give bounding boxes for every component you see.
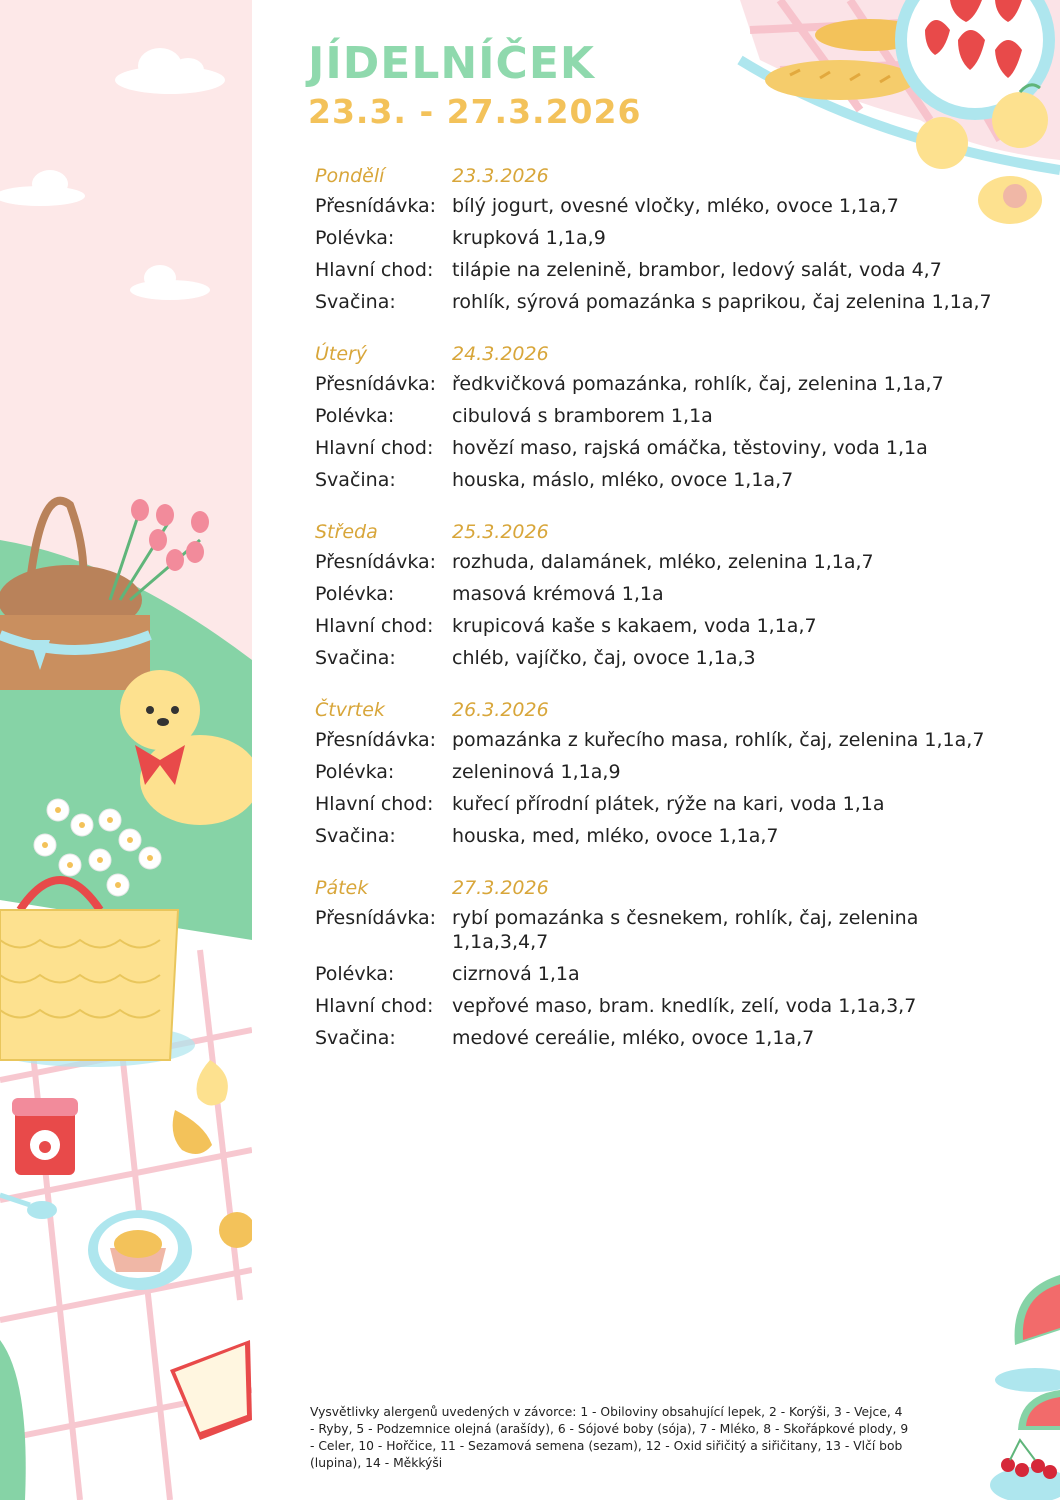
meal-row [315, 468, 995, 492]
meal-label: Polévka: [315, 405, 395, 427]
day-name: Čtvrtek [315, 699, 385, 721]
meal-text: tilápie na zelenině, brambor, ledový salát, voda 4,7 [452, 259, 942, 281]
watermelon-icon [1015, 1275, 1060, 1430]
meal-label: Hlavní chod: [315, 437, 434, 459]
meal-row [315, 550, 995, 574]
meal-row [315, 1026, 995, 1050]
day-block [315, 518, 995, 670]
meal-text: houska, máslo, mléko, ovoce 1,1a,7 [452, 469, 794, 491]
jam-jar-icon [12, 1098, 78, 1175]
meal-label: Polévka: [315, 963, 395, 985]
meal-text: cibulová s bramborem 1,1a [452, 405, 713, 427]
meal-row [315, 194, 995, 218]
meal-label: Hlavní chod: [315, 995, 434, 1017]
meal-text: bílý jogurt, ovesné vločky, mléko, ovoce 1,1a,7 [452, 195, 899, 217]
meal-text: rohlík, sýrová pomazánka s paprikou, čaj zelenina 1,1a,7 [452, 291, 992, 313]
day-heading [315, 518, 995, 546]
meal-row [315, 226, 995, 250]
meal-text: rybí pomazánka s česnekem, rohlík, čaj, zelenina 1,1a,3,4,7 [452, 907, 919, 953]
day-date: 25.3.2026 [452, 521, 549, 543]
meal-label: Svačina: [315, 647, 396, 669]
date-range: 23.3. - 27.3.2026 [308, 92, 642, 131]
meal-row [315, 290, 995, 314]
meal-label: Přesnídávka: [315, 729, 437, 751]
meal-label: Polévka: [315, 761, 395, 783]
meal-label: Hlavní chod: [315, 259, 434, 281]
meal-text: vepřové maso, bram. knedlík, zelí, voda 1,1a,3,7 [452, 995, 917, 1017]
meal-row [315, 962, 995, 986]
meal-text: hovězí maso, rajská omáčka, těstoviny, voda 1,1a [452, 437, 928, 459]
meal-label: Přesnídávka: [315, 551, 437, 573]
day-heading [315, 696, 995, 724]
meal-label: Svačina: [315, 825, 396, 847]
page-title: JÍDELNÍČEK [308, 38, 595, 89]
meal-row [315, 824, 995, 848]
meal-row [315, 436, 995, 460]
meal-text: chléb, vajíčko, čaj, ovoce 1,1a,3 [452, 647, 756, 669]
meal-text: medové cereálie, mléko, ovoce 1,1a,7 [452, 1027, 815, 1049]
meal-text: zeleninová 1,1a,9 [452, 761, 621, 783]
bottom-right-decoration [990, 1270, 1060, 1500]
day-heading [315, 874, 995, 902]
meal-text: krupková 1,1a,9 [452, 227, 606, 249]
day-date: 24.3.2026 [452, 343, 549, 365]
meal-label: Svačina: [315, 1027, 396, 1049]
meal-label: Přesnídávka: [315, 373, 437, 395]
day-heading [315, 340, 995, 368]
meal-row [315, 372, 995, 396]
day-date: 26.3.2026 [452, 699, 549, 721]
meal-text: houska, med, mléko, ovoce 1,1a,7 [452, 825, 779, 847]
meal-label: Přesnídávka: [315, 195, 437, 217]
day-name: Pátek [315, 877, 369, 899]
day-name: Středa [315, 521, 378, 543]
meal-label: Polévka: [315, 227, 395, 249]
meal-text: pomazánka z kuřecího masa, rohlík, čaj, zelenina 1,1a,7 [452, 729, 985, 751]
day-name: Pondělí [315, 165, 385, 187]
meal-row [315, 906, 995, 954]
meal-row [315, 792, 995, 816]
meal-row [315, 760, 995, 784]
meal-label: Hlavní chod: [315, 615, 434, 637]
meal-label: Polévka: [315, 583, 395, 605]
cherries-icon [990, 1440, 1060, 1500]
weekly-menu [315, 162, 995, 1076]
day-heading [315, 162, 995, 190]
meal-row [315, 728, 995, 752]
meal-row [315, 646, 995, 670]
day-date: 23.3.2026 [452, 165, 549, 187]
day-date: 27.3.2026 [452, 877, 549, 899]
meal-text: masová krémová 1,1a [452, 583, 664, 605]
meal-text: ředkvičková pomazánka, rohlík, čaj, zelenina 1,1a,7 [452, 373, 944, 395]
meal-text: kuřecí přírodní plátek, rýže na kari, voda 1,1a [452, 793, 885, 815]
meal-row [315, 582, 995, 606]
meal-text: cizrnová 1,1a [452, 963, 580, 985]
meal-row [315, 258, 995, 282]
meal-row [315, 614, 995, 638]
meal-label: Hlavní chod: [315, 793, 434, 815]
day-block [315, 162, 995, 314]
meal-label: Přesnídávka: [315, 907, 437, 929]
meal-label: Svačina: [315, 469, 396, 491]
allergens-note: Vysvětlivky alergenů uvedených v závorce: 1 - Obiloviny obsahující lepek, 2 - Korýši, 3 - Vejce, 4 - Ryby, 5 - Podzemnice olejná (arašídy), 6 - Sójové boby (sója), 7 - Mléko, 8 - Skořápkové plody, 9 - Celer, 10 - Hořčice, 11 - Sezamová semena (sezam), 12 - Oxid siřičitý a siřičitany, 13 - Vlčí bob (lupina), 14 - Měkkýši [310, 1405, 909, 1470]
day-name: Úterý [315, 343, 368, 365]
meal-label: Svačina: [315, 291, 396, 313]
left-decoration-strip [0, 0, 252, 1500]
day-block [315, 340, 995, 492]
meal-row [315, 994, 995, 1018]
meal-row [315, 404, 995, 428]
meal-text: rozhuda, dalamánek, mléko, zelenina 1,1a,7 [452, 551, 874, 573]
day-block [315, 874, 995, 1050]
day-block [315, 696, 995, 848]
meal-text: krupicová kaše s kakaem, voda 1,1a,7 [452, 615, 817, 637]
